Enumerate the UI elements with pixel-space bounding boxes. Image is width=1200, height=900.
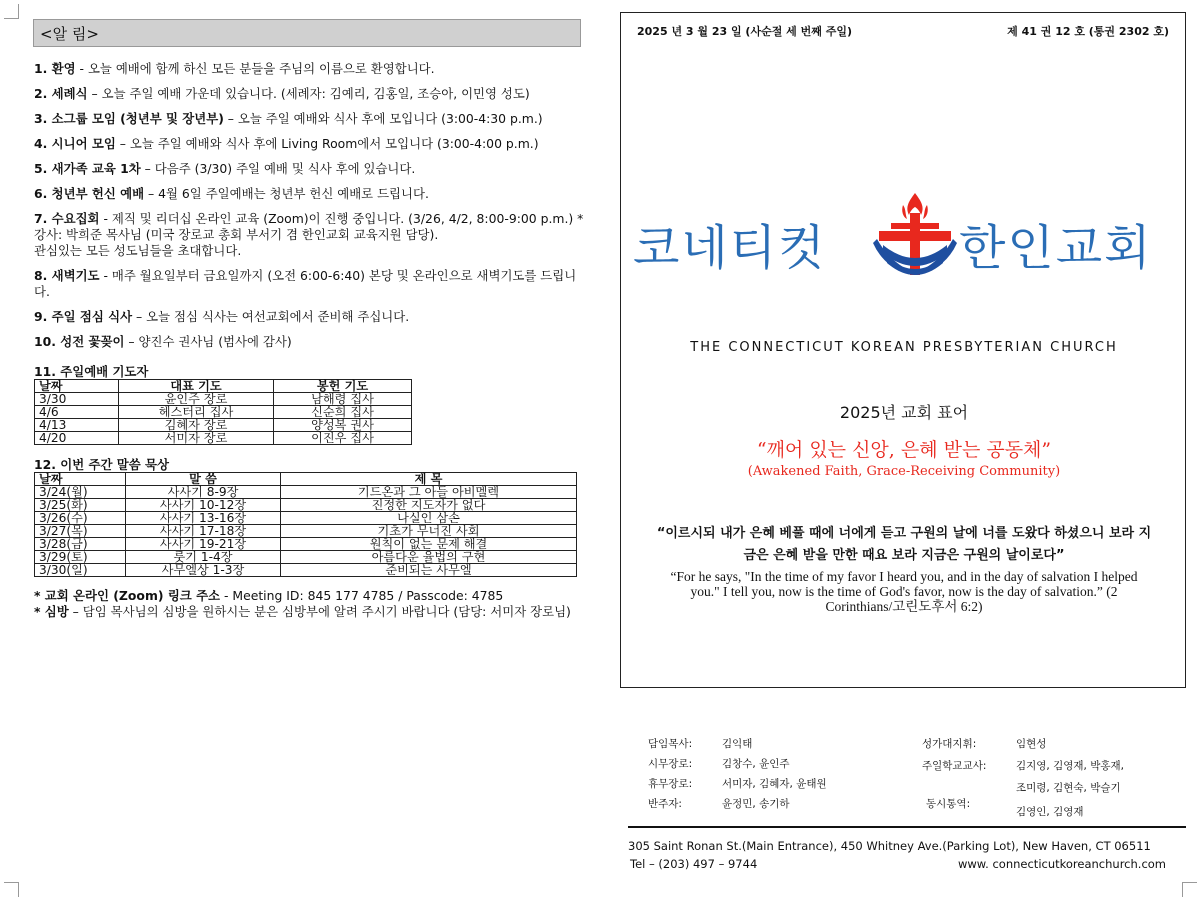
notice-item-text: – 오늘 주일 예배 가운데 있습니다. (세례자: 김예리, 김홍일, 조승아, 이민영 성도)	[87, 86, 530, 101]
bulletin-volume: 제 41 권 12 호 (통권 2302 호)	[1007, 25, 1169, 38]
table-cell: 서미자 장로	[119, 432, 274, 445]
prayer-header-rep: 대표 기도	[119, 380, 274, 393]
table-cell: 3/27(목)	[35, 525, 126, 538]
table-cell: 기드온과 그 아들 아비멜렉	[281, 486, 577, 499]
table-cell: 사사기 17-18장	[126, 525, 281, 538]
table-cell: 사무엘상 1-3장	[126, 564, 281, 577]
footer-divider	[628, 826, 1186, 828]
visit-text: – 담임 목사님의 심방을 원하시는 분은 심방부에 알려 주시기 바랍니다 (담당: 서미자 장로님)	[68, 604, 571, 619]
notice-item-text: – 양진수 권사님 (범사에 감사)	[124, 334, 292, 349]
notice-item	[34, 86, 590, 102]
table-cell: 양성복 권사	[274, 419, 412, 432]
presbyterian-seal-icon	[873, 187, 957, 287]
table-cell: 윤인주 장로	[119, 393, 274, 406]
staff-role: 성가대지휘:	[922, 738, 977, 750]
notice-item-text: - 제직 및 리더십 온라인 교육 (Zoom)이 진행 중입니다. (3/26, 4/2, 8:00-9:00 p.m.) *강사: 박희준 목사님 (미국 장로교 총회 부서기 겸 한인교회 교육지원 담당).	[34, 211, 584, 242]
prayer-header-offering: 봉헌 기도	[274, 380, 412, 393]
staff-names: 김영인, 김영재	[1016, 806, 1084, 818]
notice-item	[34, 309, 590, 325]
zoom-notice	[34, 588, 590, 604]
notice-item-title: 6. 청년부 헌신 예배	[34, 186, 145, 201]
staff-role: 반주자:	[648, 798, 682, 810]
bulletin-cover	[620, 12, 1186, 688]
notice-item-title: 3. 소그룹 모임 (청년부 및 장년부)	[34, 111, 224, 126]
staff-names: 임현성	[1016, 738, 1047, 750]
table-cell: 4/13	[35, 419, 119, 432]
table-cell: 준비되는 사무엘	[281, 564, 577, 577]
table-cell: 3/26(수)	[35, 512, 126, 525]
notices-page	[34, 19, 590, 620]
motto-title: 2025년 교회 표어	[839, 403, 969, 422]
table-row	[35, 432, 412, 445]
staff-role: 휴무장로:	[648, 778, 693, 790]
notice-item	[34, 111, 590, 127]
prayer-table	[34, 379, 412, 445]
notice-item-title: 8. 새벽기도	[34, 268, 100, 283]
table-row	[35, 564, 577, 577]
table-cell: 4/20	[35, 432, 119, 445]
table-cell: 3/24(월)	[35, 486, 126, 499]
table-cell: 4/6	[35, 406, 119, 419]
notice-item-title: 4. 시니어 모임	[34, 136, 116, 151]
staff-names: 김창수, 윤인주	[722, 758, 790, 770]
meditation-table-title: 12. 이번 주간 말씀 묵상	[34, 457, 169, 472]
notice-item-text: – 오늘 점심 식사는 여선교회에서 준비해 주십니다.	[132, 309, 410, 324]
notice-item-extra: 관심있는 모든 성도님들을 초대합니다.	[34, 243, 242, 258]
motto-english: (Awakened Faith, Grace-Receiving Community)	[747, 464, 1061, 479]
table-row	[35, 393, 412, 406]
verse-english: “For he says, "In the time of my favor I heard you, and in the day of salvation I helped you." I tell you, now is the time of God's favor, now is the day of salvation.” (2 Corinthians/고린도후서 6:2)	[670, 569, 1138, 614]
staff-role: 동시통역:	[926, 798, 971, 810]
notice-item-title: 7. 수요집회	[34, 211, 100, 226]
zoom-text: - Meeting ID: 845 177 4785 / Passcode: 4785	[220, 588, 504, 603]
zoom-title: * 교회 온라인 (Zoom) 링크 주소	[34, 588, 221, 603]
table-cell: 이진우 집사	[274, 432, 412, 445]
table-row	[35, 551, 577, 564]
table-cell: 나실인 삼손	[281, 512, 577, 525]
notice-item-text: – 다음주 (3/30) 주일 예배 및 식사 후에 있습니다.	[140, 161, 416, 176]
notice-item-title: 1. 환영	[34, 61, 76, 76]
notices-header: <알 림>	[33, 19, 581, 47]
table-row	[35, 499, 577, 512]
table-row	[35, 525, 577, 538]
church-name-english: THE CONNECTICUT KOREAN PRESBYTERIAN CHURCH	[690, 340, 1118, 355]
church-address: 305 Saint Ronan St.(Main Entrance), 450 Whitney Ave.(Parking Lot), New Haven, CT 06511	[628, 839, 1151, 853]
table-cell: 김혜자 장로	[119, 419, 274, 432]
staff-names: 조미령, 김현숙, 박슬기	[1016, 782, 1121, 794]
table-cell: 룻기 1-4장	[126, 551, 281, 564]
staff-role: 주일학교교사:	[922, 760, 987, 772]
staff-role: 담임목사:	[648, 738, 693, 750]
verse-korean: “이르시되 내가 은혜 베풀 때에 너에게 듣고 구원의 날에 너를 도왔다 하셨으니 보라 지금은 은혜 받을 만한 때요 보라 지금은 구원의 날이로다”	[656, 526, 1152, 563]
motto-korean: “깨어 있는 신앙, 은혜 받는 공동체”	[756, 439, 1052, 461]
notice-item-text: – 오늘 주일 예배와 식사 후에 모입니다 (3:00-4:30 p.m.)	[223, 111, 543, 126]
table-cell: 남해령 집사	[274, 393, 412, 406]
page-corner-mark	[4, 882, 19, 897]
logo-text-left: 코네티컷	[633, 220, 827, 276]
notice-item-title: 5. 새가족 교육 1차	[34, 161, 141, 176]
table-cell: 진정한 지도자가 없다	[281, 499, 577, 512]
page-corner-mark	[1182, 882, 1197, 897]
table-cell: 아름다운 율법의 구현	[281, 551, 577, 564]
meditation-header-date: 날짜	[35, 473, 126, 486]
visit-notice	[34, 604, 590, 620]
notice-item-text: – 오늘 주일 예배와 식사 후에 Living Room에서 모입니다 (3:00-4:00 p.m.)	[115, 136, 539, 151]
staff-names: 서미자, 김혜자, 윤태원	[722, 778, 827, 790]
bulletin-date: 2025 년 3 월 23 일 (사순절 세 번째 주일)	[637, 25, 852, 38]
prayer-table-title: 11. 주일예배 기도자	[34, 364, 149, 379]
table-cell: 3/30(일)	[35, 564, 126, 577]
table-cell: 3/30	[35, 393, 119, 406]
prayer-header-date: 날짜	[35, 380, 119, 393]
table-row	[35, 406, 412, 419]
meditation-table	[34, 472, 577, 577]
meditation-header-scripture: 말 씀	[126, 473, 281, 486]
table-cell: 3/29(토)	[35, 551, 126, 564]
notice-item-title: 2. 세례식	[34, 86, 88, 101]
notice-item-text: - 매주 월요일부터 금요일까지 (오전 6:00-6:40) 본당 및 온라인으로 새벽기도를 드립니다.	[34, 268, 577, 299]
table-cell: 원칙이 없는 문제 해결	[281, 538, 577, 551]
notice-list	[34, 61, 590, 350]
visit-title: * 심방	[34, 604, 69, 619]
notice-item	[34, 136, 590, 152]
notice-item	[34, 211, 590, 259]
table-cell: 3/25(화)	[35, 499, 126, 512]
church-logo	[621, 187, 1187, 297]
notice-item-title: 10. 성전 꽃꽂이	[34, 334, 125, 349]
staff-names: 김익태	[722, 738, 753, 750]
notice-item	[34, 186, 590, 202]
table-cell: 사사기 19-21장	[126, 538, 281, 551]
notice-item	[34, 61, 590, 77]
table-row	[35, 538, 577, 551]
table-cell: 신순희 집사	[274, 406, 412, 419]
logo-text-right: 한인교회	[959, 220, 1153, 276]
staff-names: 김지영, 김영재, 박홍재,	[1016, 760, 1124, 772]
notice-item-text: - 오늘 예배에 함께 하신 모든 분들을 주님의 이름으로 환영합니다.	[75, 61, 435, 76]
table-cell: 사사기 13-16장	[126, 512, 281, 525]
meditation-header-topic: 제 목	[281, 473, 577, 486]
staff-role: 시무장로:	[648, 758, 693, 770]
table-cell: 기초가 무너진 사회	[281, 525, 577, 538]
table-cell: 사사기 8-9장	[126, 486, 281, 499]
staff-names: 윤정민, 송기하	[722, 798, 790, 810]
table-cell: 3/28(금)	[35, 538, 126, 551]
table-row	[35, 512, 577, 525]
table-cell: 사사기 10-12장	[126, 499, 281, 512]
notice-item	[34, 161, 590, 177]
notice-item-title: 9. 주일 점심 식사	[34, 309, 133, 324]
notice-item	[34, 334, 590, 350]
table-row	[35, 419, 412, 432]
church-website: www. connecticutkoreanchurch.com	[958, 857, 1167, 871]
table-cell: 헤스터리 집사	[119, 406, 274, 419]
notice-item	[34, 268, 590, 300]
table-row	[35, 486, 577, 499]
notice-item-text: – 4월 6일 주일예배는 청년부 헌신 예배로 드립니다.	[144, 186, 429, 201]
page-corner-mark	[4, 4, 19, 19]
church-phone: Tel – (203) 497 – 9744	[630, 857, 758, 871]
